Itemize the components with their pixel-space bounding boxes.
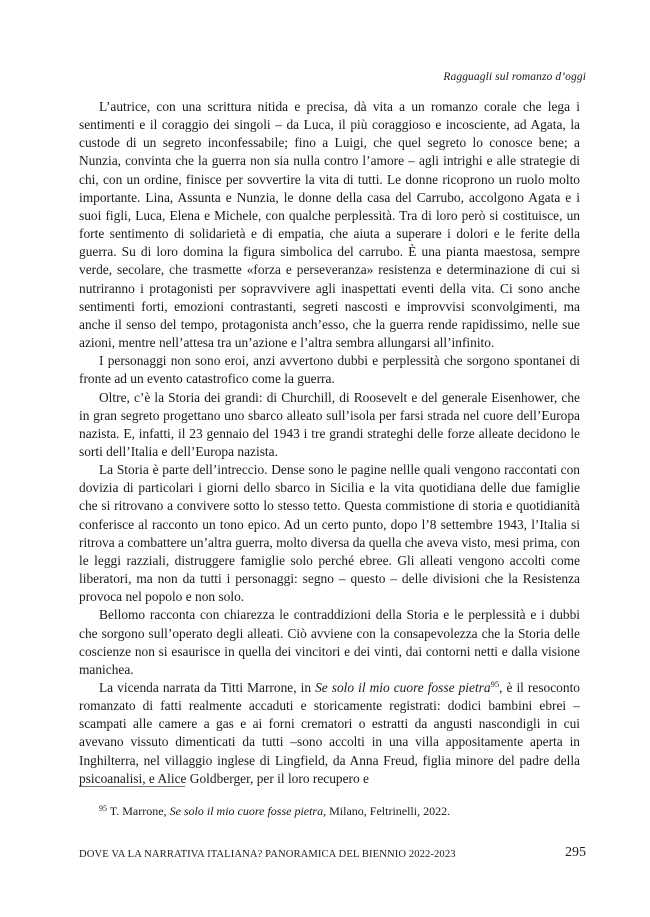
book-title: Se solo il mio cuore fosse pietra [315,680,491,695]
paragraph-4: La Storia è parte dell’intreccio. Dense sono le pagine nellle quali vengono raccontati con dovizia di particolari i giorni dello sbarco in Sicilia e la vita quotidiana delle due famiglie che si ritrovano a convivere sotto lo stesso tetto. Questa commistione di storia e quotidianità conferisce al racconto un tono epico. Ad un certo punto, dopo l’8 settembre 1943, l’Italia si ritrova a combattere un’altra guerra, molto diversa da quella che aveva visto, mesi prima, con le leggi razziali, distruggere famiglie solo perché ebree. Gli alleati vengono accolti come liberatori, ma non da tutti i personaggi: segno – questo – delle divisioni che la Resistenza provoca nel popolo e non solo. [79,462,580,605]
paragraph-6 [79,679,580,788]
running-head: Ragguagli sul romanzo d’oggi [443,71,586,83]
footnote [99,804,450,819]
paragraph-6-start: La vicenda narrata da Titti Marrone, in [99,680,316,695]
footnote-divider [79,786,185,787]
paragraph-6-end: , è il resoconto romanzato di fatti realmente accaduti e storicamente registrati: dodici bambini ebrei – scampati alle camere a gas e ai forni crematori o estratti da angusti nascondigli in cui avevano vissuto dimenticati da tutti –sono accolti in una villa appositamente aperta in Inghilterra, nel villaggio inglese di Lingfield, da Anna Freud, figlia minore del padre della psicoanalisi, e Alice Goldberger, per il loro recupero e [79,680,580,786]
paragraph-2: I personaggi non sono eroi, anzi avvertono dubbi e perplessità che sorgono spontanei di fronte ad un evento catastrofico come la guerra. [79,353,580,387]
paragraph-5: Bellomo racconta con chiarezza le contraddizioni della Storia e le perplessità e i dubbi che sorgono sull’operato degli alleati. Ciò avviene con la consapevolezza che la Storia delle coscienze non si esaurisce in quella dei vincitori e dei vinti, dai contorni netti e dalla visione manichea. [79,607,580,677]
footnote-reference[interactable]: 95 [490,679,500,689]
footnote-title: Se solo il mio cuore fosse pietra [169,804,324,818]
paragraph-3: Oltre, c’è la Storia dei grandi: di Churchill, di Roosevelt e del generale Eisenhower, che in gran segreto progettano uno sbarco alleato sull’isola per farsi strada nel cuore dell’Europa nazista. E, infatti, il 23 gennaio del 1943 i tre grandi strateghi delle forze alleate decidono le sorti dell’Italia e dell’Europa nazista. [79,389,580,459]
body-text [79,98,580,788]
footnote-number: 95 [99,804,107,813]
footnote-author: T. Marrone, [109,804,170,818]
paragraph-1: L’autrice, con una scrittura nitida e precisa, dà vita a un romanzo corale che lega i sentimenti e il coraggio dei singoli – da Luca, il più coraggioso e incosciente, ad Agata, la custode di un segreto inconfessabile; fino a Luigi, che quel segreto lo conosce bene; a Nunzia, convinta che la guerra non sia nulla contro l’amore – agli intrighi e alle strategie di chi, con un ordine, finisce per sovvertire la vita di tutti. Le donne ricoprono un ruolo molto importante. Lina, Assunta e Nunzia, le donne della casa del Carrubo, accolgono Agata e i suoi figli, Luca, Elena e Michele, con qualche perplessità. Tra di loro però si costituisce, un forte sentimento di solidarietà e di empatia, che aiuta a superare i dolori e le ferite della guerra. Su di loro domina la figura simbolica del carrubo. È una pianta maestosa, sempre verde, secolare, che trasmette «forza e perseveranza» resistenza e determinazione di cui si nutriranno i protagonisti per sopravvivere agli inaspettati eventi della vita. Ci sono anche sentimenti forti, emozioni contrastanti, segreti nascosti e improvvisi sconvolgimenti, ma anche il senso del tempo, protagonista anch’esso, che la guerra rende rapidissimo, nelle sue azioni, mentre nell’attesa tra un’azione e l’altra sembra allungarsi all’infinito. [79,99,580,351]
page-number: 295 [565,845,586,860]
running-foot: DOVE VA LA NARRATIVA ITALIANA? PANORAMICA DEL BIENNIO 2022-2023 [79,849,456,860]
footnote-details: , Milano, Feltrinelli, 2022. [323,804,451,818]
